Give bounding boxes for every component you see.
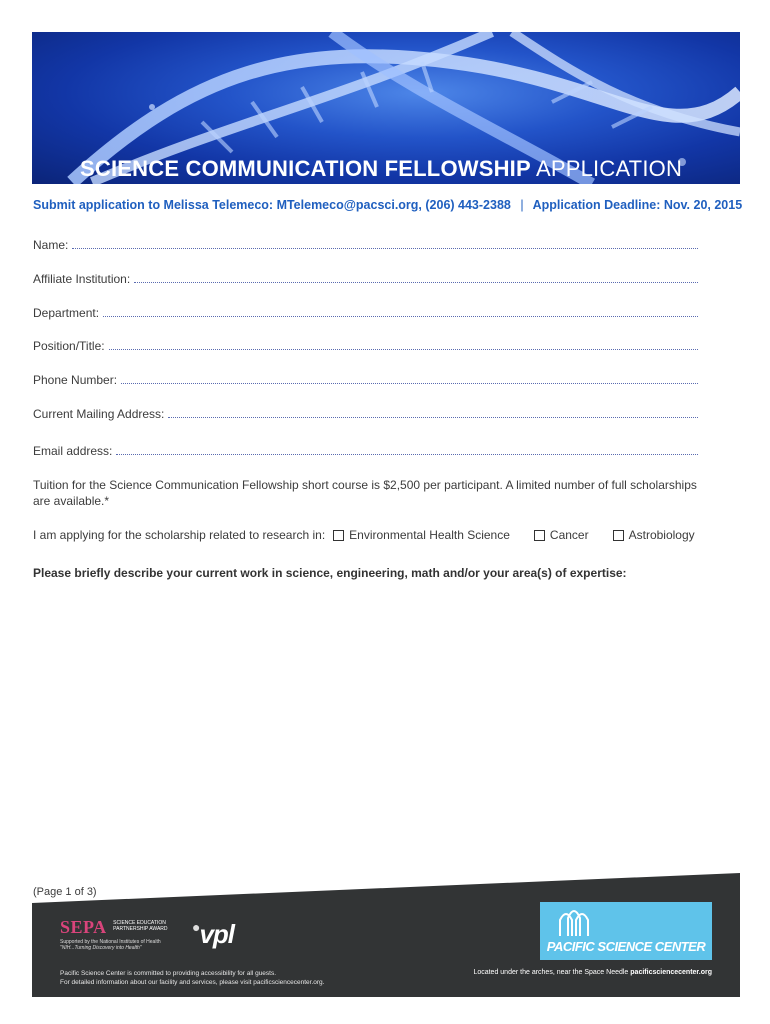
affiliate-label: Affiliate Institution: bbox=[33, 272, 131, 286]
option-astrobiology[interactable] bbox=[605, 528, 695, 542]
page-title bbox=[80, 156, 682, 182]
location-text: Located under the arches, near the Space Needle bbox=[473, 969, 629, 976]
sepa-supported: Supported by the National Institutes of Health bbox=[60, 939, 161, 945]
page-indicator: (Page 1 of 3) bbox=[33, 886, 97, 898]
option-label: Astrobiology bbox=[628, 528, 695, 542]
submission-info bbox=[33, 198, 742, 212]
name-field[interactable] bbox=[33, 236, 698, 252]
vpl-logo bbox=[192, 919, 234, 950]
mailing-address-field[interactable] bbox=[33, 405, 698, 421]
vpl-wordmark: vpl bbox=[199, 919, 235, 949]
email-field[interactable] bbox=[33, 442, 698, 458]
option-label: Cancer bbox=[549, 528, 589, 542]
title-light: APPLICATION bbox=[535, 156, 683, 181]
sepa-logo bbox=[60, 917, 173, 951]
department-label: Department: bbox=[33, 306, 100, 320]
mailing-address-label: Current Mailing Address: bbox=[33, 407, 165, 421]
department-input-line[interactable] bbox=[103, 316, 698, 317]
name-input-line[interactable] bbox=[72, 248, 698, 249]
access-line-1: Pacific Science Center is committed to providing accessibility for all guests. bbox=[60, 970, 277, 977]
sepa-wordmark: SEPA bbox=[60, 917, 107, 937]
checkbox[interactable] bbox=[534, 530, 545, 541]
phone-label: Phone Number: bbox=[33, 373, 118, 387]
psc-wordmark: PACIFIC SCIENCE CENTER bbox=[546, 939, 706, 954]
vpl-bulb-icon: ● bbox=[192, 919, 200, 935]
affiliate-input-line[interactable] bbox=[134, 282, 698, 283]
sepa-award: SCIENCE EDUCATION PARTNERSHIP AWARD bbox=[113, 920, 168, 932]
option-label: Environmental Health Science bbox=[349, 528, 510, 542]
footer bbox=[32, 873, 740, 997]
deadline: Application Deadline: Nov. 20, 2015 bbox=[532, 198, 743, 212]
separator: | bbox=[520, 198, 524, 212]
website-link[interactable]: pacificsciencecenter.org bbox=[630, 969, 712, 976]
tuition-text: Tuition for the Science Communication Fellowship short course is $2,500 per participant. A limited number of full scholarships are available.* bbox=[33, 478, 697, 508]
name-label: Name: bbox=[33, 238, 69, 252]
header-banner bbox=[32, 32, 740, 184]
contact-info: Submit application to Melissa Telemeco: MTelemeco@pacsci.org, (206) 443-2388 bbox=[33, 198, 511, 212]
psc-logo bbox=[540, 902, 712, 960]
position-field[interactable] bbox=[33, 337, 698, 353]
accessibility-note bbox=[60, 969, 324, 987]
checkbox[interactable] bbox=[613, 530, 624, 541]
location-note bbox=[473, 969, 712, 976]
scholarship-label: I am applying for the scholarship related to research in: bbox=[33, 528, 326, 542]
access-line-2: For detailed information about our facility and services, please visit pacificsciencecenter.org. bbox=[60, 979, 325, 986]
affiliate-field[interactable] bbox=[33, 270, 698, 286]
phone-input-line[interactable] bbox=[121, 383, 698, 384]
expertise-prompt: Please briefly describe your current work in science, engineering, math and/or your area(s) of expertise: bbox=[33, 566, 627, 580]
mailing-address-input-line[interactable] bbox=[168, 417, 698, 418]
sepa-quote: "NIH...Turning Discovery into Health" bbox=[60, 945, 142, 951]
position-input-line[interactable] bbox=[109, 349, 698, 350]
email-input-line[interactable] bbox=[116, 454, 698, 455]
phone-field[interactable] bbox=[33, 371, 698, 387]
checkbox[interactable] bbox=[333, 530, 344, 541]
position-label: Position/Title: bbox=[33, 339, 105, 353]
scholarship-options bbox=[33, 528, 705, 542]
option-cancer[interactable] bbox=[526, 528, 589, 542]
email-label: Email address: bbox=[33, 444, 113, 458]
title-bold: SCIENCE COMMUNICATION FELLOWSHIP bbox=[80, 156, 531, 181]
department-field[interactable] bbox=[33, 304, 698, 320]
option-environmental-health[interactable] bbox=[325, 528, 510, 542]
